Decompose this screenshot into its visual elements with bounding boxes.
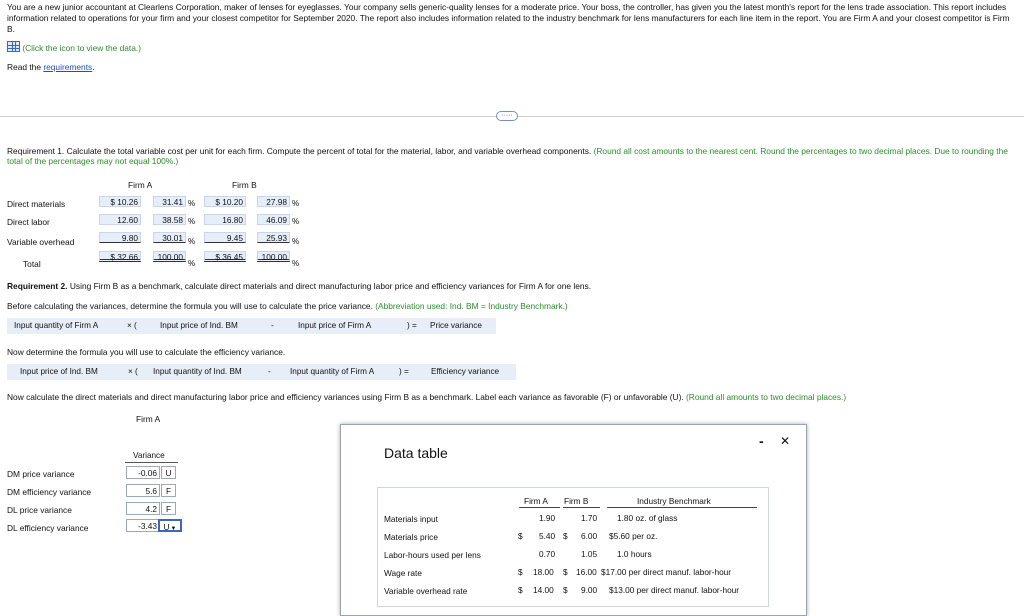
price-note: (Abbreviation used: Ind. BM = Industry Benchmark.) xyxy=(375,301,568,311)
col-header-industry: Industry Benchmark xyxy=(637,496,711,506)
materials-price-firm-a: 5.40 xyxy=(539,531,556,541)
variance-column-header: Variance xyxy=(133,451,165,460)
read-requirements-row xyxy=(7,62,95,72)
firmA-dm-cost[interactable]: $ 10.26 xyxy=(99,196,141,207)
eff-formula-term-3[interactable]: Input quantity of Firm A xyxy=(290,367,375,376)
req1-note: (Round all cost amounts to the nearest cent. Round the percentages to two decimal places. Due to rounding the total of the percentages may not equal 100%.) xyxy=(7,146,1008,166)
dl-efficiency-variance-label: DL efficiency variance xyxy=(7,523,89,533)
price-formula-op-2: - xyxy=(271,321,274,330)
wage-rate-firm-b: 16.00 xyxy=(576,567,597,577)
row-label-materials-input: Materials input xyxy=(384,514,438,524)
eff-formula-term-2[interactable]: Input quantity of Ind. BM xyxy=(153,367,242,376)
firmA-dl-cost[interactable]: 12.60 xyxy=(99,214,141,225)
firmB-voh-cost[interactable]: 9.45 xyxy=(204,232,246,243)
currency-sign: $ xyxy=(563,585,568,595)
req2-label: Requirement 2. xyxy=(7,281,68,291)
materials-input-firm-a: 1.90 xyxy=(539,513,556,523)
header-rule-a xyxy=(519,507,560,508)
req1-text: Calculate the total variable cost per unit for each firm. Compute the percent of total for the material, labor, and variable overhead components. xyxy=(64,146,592,156)
price-formula-row xyxy=(7,318,496,334)
minimize-button[interactable]: - xyxy=(759,433,764,449)
price-formula-term-2[interactable]: Input price of Ind. BM xyxy=(160,321,238,330)
pct-sign: % xyxy=(292,217,300,226)
pct-sign: % xyxy=(292,199,300,208)
req2-text: Using Firm B as a benchmark, calculate direct materials and direct manufacturing labor price and efficiency variances for Firm A for one lens. xyxy=(67,281,592,291)
materials-input-firm-b: 1.70 xyxy=(581,513,598,523)
row-label-variable-overhead-rate: Variable overhead rate xyxy=(384,586,468,596)
dl-efficiency-variance-type: U xyxy=(163,522,170,532)
eff-formula-result[interactable]: Efficiency variance xyxy=(431,367,500,376)
row-label-direct-materials: Direct materials xyxy=(7,199,66,209)
pct-sign: % xyxy=(188,237,196,246)
materials-price-firm-b: 6.00 xyxy=(581,531,598,541)
col-header-firm-b: Firm B xyxy=(564,496,589,506)
eff-formula-intro: Now determine the formula you will use to calculate the efficiency variance. xyxy=(7,347,286,357)
row-label-variable-overhead: Variable overhead xyxy=(7,237,75,247)
data-table-dialog xyxy=(340,424,807,616)
dl-efficiency-variance-dropdown[interactable] xyxy=(158,519,182,532)
materials-price-industry: $5.60 per oz. xyxy=(609,531,658,541)
dl-price-variance-label: DL price variance xyxy=(7,505,72,515)
vo-rate-firm-b: 9.00 xyxy=(581,585,598,595)
firmB-dm-cost[interactable]: $ 10.20 xyxy=(204,196,246,207)
dm-efficiency-variance-input[interactable]: 5.6 xyxy=(126,484,160,497)
price-formula-result[interactable]: Price variance xyxy=(430,321,482,330)
currency-sign: $ xyxy=(563,531,568,541)
wage-rate-firm-a: 18.00 xyxy=(533,567,554,577)
materials-input-industry: 1.80 oz. of glass xyxy=(617,513,678,523)
dm-price-variance-label-select[interactable]: U xyxy=(161,466,176,479)
dl-efficiency-variance-input[interactable]: -3.43 xyxy=(126,519,160,532)
calc-intro-text: Now calculate the direct materials and direct manufacturing labor price and efficiency variances using Firm B as a benchmark. Label each variance as favorable (F) or unfavorable (U). xyxy=(7,392,684,402)
price-intro-text: Before calculating the variances, determine the formula you will use to calculate the price variance. xyxy=(7,301,373,311)
req1-firmB-header: Firm B xyxy=(232,180,257,190)
col-header-firm-a: Firm A xyxy=(524,496,548,506)
req1-label: Requirement 1. xyxy=(7,146,65,156)
currency-sign: $ xyxy=(518,531,523,541)
row-label-wage-rate: Wage rate xyxy=(384,568,422,578)
eff-formula-op-3: ) = xyxy=(399,367,409,376)
dm-price-variance-label: DM price variance xyxy=(7,469,75,479)
eff-formula-op-2: - xyxy=(268,367,271,376)
calc-instructions xyxy=(7,392,1017,402)
price-formula-op-1: × ( xyxy=(127,321,137,330)
table-icon[interactable] xyxy=(7,41,20,52)
currency-sign: $ xyxy=(518,585,523,595)
price-formula-intro xyxy=(7,301,568,311)
currency-sign: $ xyxy=(563,567,568,577)
row-label-materials-price: Materials price xyxy=(384,532,438,542)
dm-efficiency-variance-label: DM efficiency variance xyxy=(7,487,92,497)
read-suffix: . xyxy=(92,62,95,72)
intro-text: You are a new junior accountant at Clearlens Corporation, maker of lenses for eyeglasses. Your company sells generic-quality lenses for a moderate price. Your boss, the controller, has given you the latest month's report for the lens trade association. This report includes information related to operations for your firm and your closest competitor for September 2020. The report also includes information related to the industry benchmark for lens manufacturers for each line item in the report. You are Firm A and your closest competitor is Firm B. xyxy=(7,2,1010,34)
vo-rate-firm-a: 14.00 xyxy=(533,585,554,595)
dl-price-variance-input[interactable]: 4.2 xyxy=(126,502,160,515)
firmB-dl-cost[interactable]: 16.80 xyxy=(204,214,246,225)
dm-price-variance-input[interactable]: -0.06 xyxy=(126,466,160,479)
labor-hours-firm-b: 1.05 xyxy=(581,549,598,559)
labor-hours-industry: 1.0 hours xyxy=(617,549,652,559)
firmB-dm-pct[interactable]: 27.98 xyxy=(257,196,290,207)
header-rule-b xyxy=(563,507,600,508)
firmA-dl-pct[interactable]: 38.58 xyxy=(153,214,186,225)
firmA-total-cost[interactable]: $ 32.66 xyxy=(99,251,141,262)
variance-firm-header: Firm A xyxy=(136,414,161,424)
row-label-direct-labor: Direct labor xyxy=(7,217,50,227)
wage-rate-industry: $17.00 per direct manuf. labor-hour xyxy=(601,567,732,577)
row-label-labor-hours: Labor-hours used per lens xyxy=(384,550,481,560)
eff-formula-term-1[interactable]: Input price of Ind. BM xyxy=(20,367,98,376)
pct-sign: % xyxy=(292,237,300,246)
firmB-voh-pct[interactable]: 25.93 xyxy=(257,232,290,243)
firmB-total-cost[interactable]: $ 36.45 xyxy=(204,251,246,262)
calc-note: (Round all amounts to two decimal places.) xyxy=(686,392,847,402)
firmB-dl-pct[interactable]: 46.09 xyxy=(257,214,290,225)
vo-rate-industry: $13.00 per direct manuf. labor-hour xyxy=(609,585,740,595)
pct-sign: % xyxy=(188,199,196,208)
firmA-total-pct[interactable]: 100.00 xyxy=(153,251,186,262)
firmA-dm-pct[interactable]: 31.41 xyxy=(153,196,186,207)
row-label-total: Total xyxy=(23,259,41,269)
read-prefix: Read the xyxy=(7,62,44,72)
labor-hours-firm-a: 0.70 xyxy=(539,549,556,559)
expand-ellipsis-button[interactable]: ····· xyxy=(496,111,518,121)
eff-formula-op-1: × ( xyxy=(128,367,138,376)
firmA-voh-pct[interactable]: 30.01 xyxy=(153,232,186,243)
dm-efficiency-variance-label-select[interactable]: F xyxy=(161,484,176,497)
dl-price-variance-label-select[interactable]: F xyxy=(161,502,176,515)
price-formula-term-3[interactable]: Input price of Firm A xyxy=(298,321,372,330)
requirements-link[interactable]: requirements xyxy=(43,62,93,72)
firmB-total-pct[interactable]: 100.00 xyxy=(257,251,290,262)
firmA-voh-cost[interactable]: 9.80 xyxy=(99,232,141,243)
price-formula-op-3: ) = xyxy=(407,321,417,330)
req1-instructions xyxy=(7,146,1017,166)
dropdown-arrow-icon: ▼ xyxy=(170,526,177,532)
dialog-title: Data table xyxy=(384,445,448,461)
data-link-row[interactable] xyxy=(7,41,141,53)
price-formula-term-1[interactable]: Input quantity of Firm A xyxy=(14,321,99,330)
efficiency-formula-row xyxy=(7,364,516,380)
pct-sign: % xyxy=(292,259,300,268)
req2-instructions xyxy=(7,281,591,291)
variance-header-rule xyxy=(125,462,178,463)
view-data-link[interactable]: (Click the icon to view the data.) xyxy=(22,43,142,53)
pct-sign: % xyxy=(188,259,196,268)
header-rule-ind xyxy=(607,507,757,508)
currency-sign: $ xyxy=(518,567,523,577)
pct-sign: % xyxy=(188,217,196,226)
close-button[interactable]: ✕ xyxy=(780,434,791,448)
req1-firmA-header: Firm A xyxy=(128,180,153,190)
